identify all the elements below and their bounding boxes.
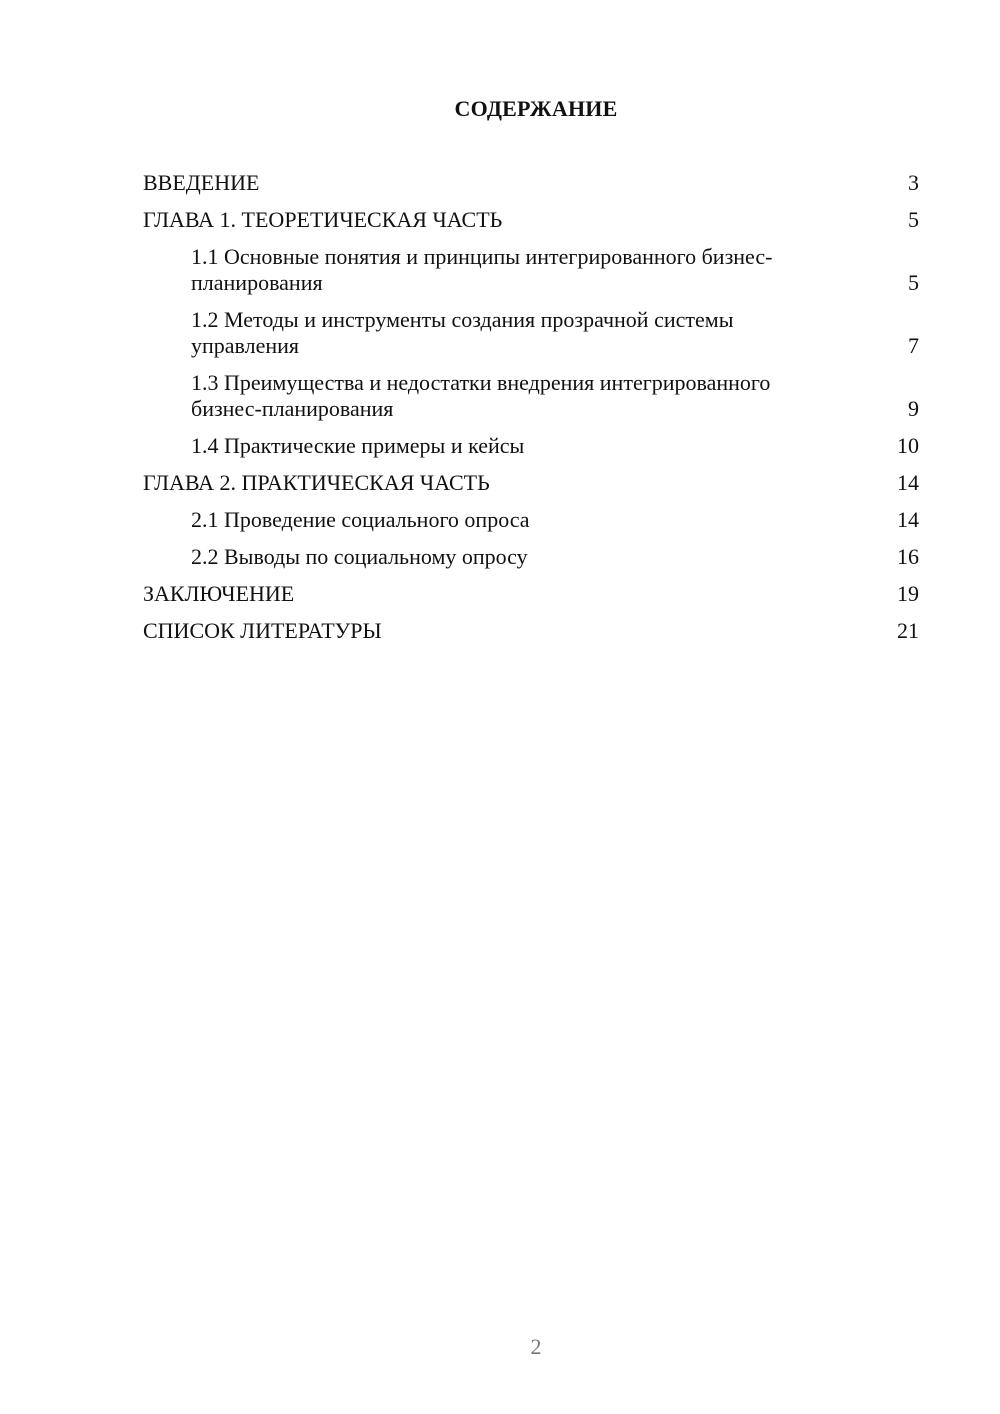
toc-entry-label: 2.2 Выводы по социальному опросу [191, 544, 528, 569]
toc-entry-label: ЗАКЛЮЧЕНИЕ [143, 581, 295, 606]
toc-entry-section-1-2[interactable] [143, 307, 919, 359]
toc-entry-page: 5 [908, 207, 919, 232]
toc-entry-section-2-2[interactable] [143, 544, 919, 570]
toc-entry-label: 1.3 Преимущества и недостатки внедрения интегрированного бизнес-планирования [191, 370, 771, 421]
toc-entry-page: 14 [897, 470, 919, 495]
toc-entry-page: 7 [908, 333, 919, 358]
toc-entry-page: 14 [897, 507, 919, 532]
toc-entry-label: 1.4 Практические примеры и кейсы [191, 433, 525, 458]
toc-entry-label: 1.2 Методы и инструменты создания прозрачной системы управления [191, 307, 734, 358]
toc-entry-label: ГЛАВА 2. ПРАКТИЧЕСКАЯ ЧАСТЬ [143, 470, 490, 495]
toc-entry-label: 2.1 Проведение социального опроса [191, 507, 530, 532]
toc-entry-section-1-3[interactable] [143, 370, 919, 422]
toc-entry-conclusion[interactable] [143, 581, 919, 607]
toc-entry-label: 1.1 Основные понятия и принципы интегрированного бизнес-планирования [191, 244, 773, 295]
toc-entry-chapter-2[interactable] [143, 470, 919, 496]
page-number: 2 [530, 1334, 542, 1359]
toc-entry-label: ВВЕДЕНИЕ [143, 170, 260, 195]
toc-entry-section-2-1[interactable] [143, 507, 919, 533]
table-of-contents [143, 170, 919, 655]
toc-entry-introduction[interactable] [143, 170, 919, 196]
toc-entry-references[interactable] [143, 618, 919, 644]
toc-entry-page: 21 [897, 618, 919, 643]
toc-entry-section-1-4[interactable] [143, 433, 919, 459]
toc-entry-page: 5 [908, 270, 919, 295]
toc-entry-page: 9 [908, 396, 919, 421]
toc-entry-page: 16 [897, 544, 919, 569]
toc-entry-page: 19 [897, 581, 919, 606]
toc-entry-page: 10 [897, 433, 919, 458]
toc-entry-section-1-1[interactable] [143, 244, 919, 296]
toc-entry-chapter-1[interactable] [143, 207, 919, 233]
toc-entry-label: ГЛАВА 1. ТЕОРЕТИЧЕСКАЯ ЧАСТЬ [143, 207, 503, 232]
toc-entry-label: СПИСОК ЛИТЕРАТУРЫ [143, 618, 382, 643]
toc-title: СОДЕРЖАНИЕ [454, 96, 618, 121]
toc-entry-page: 3 [908, 170, 919, 195]
